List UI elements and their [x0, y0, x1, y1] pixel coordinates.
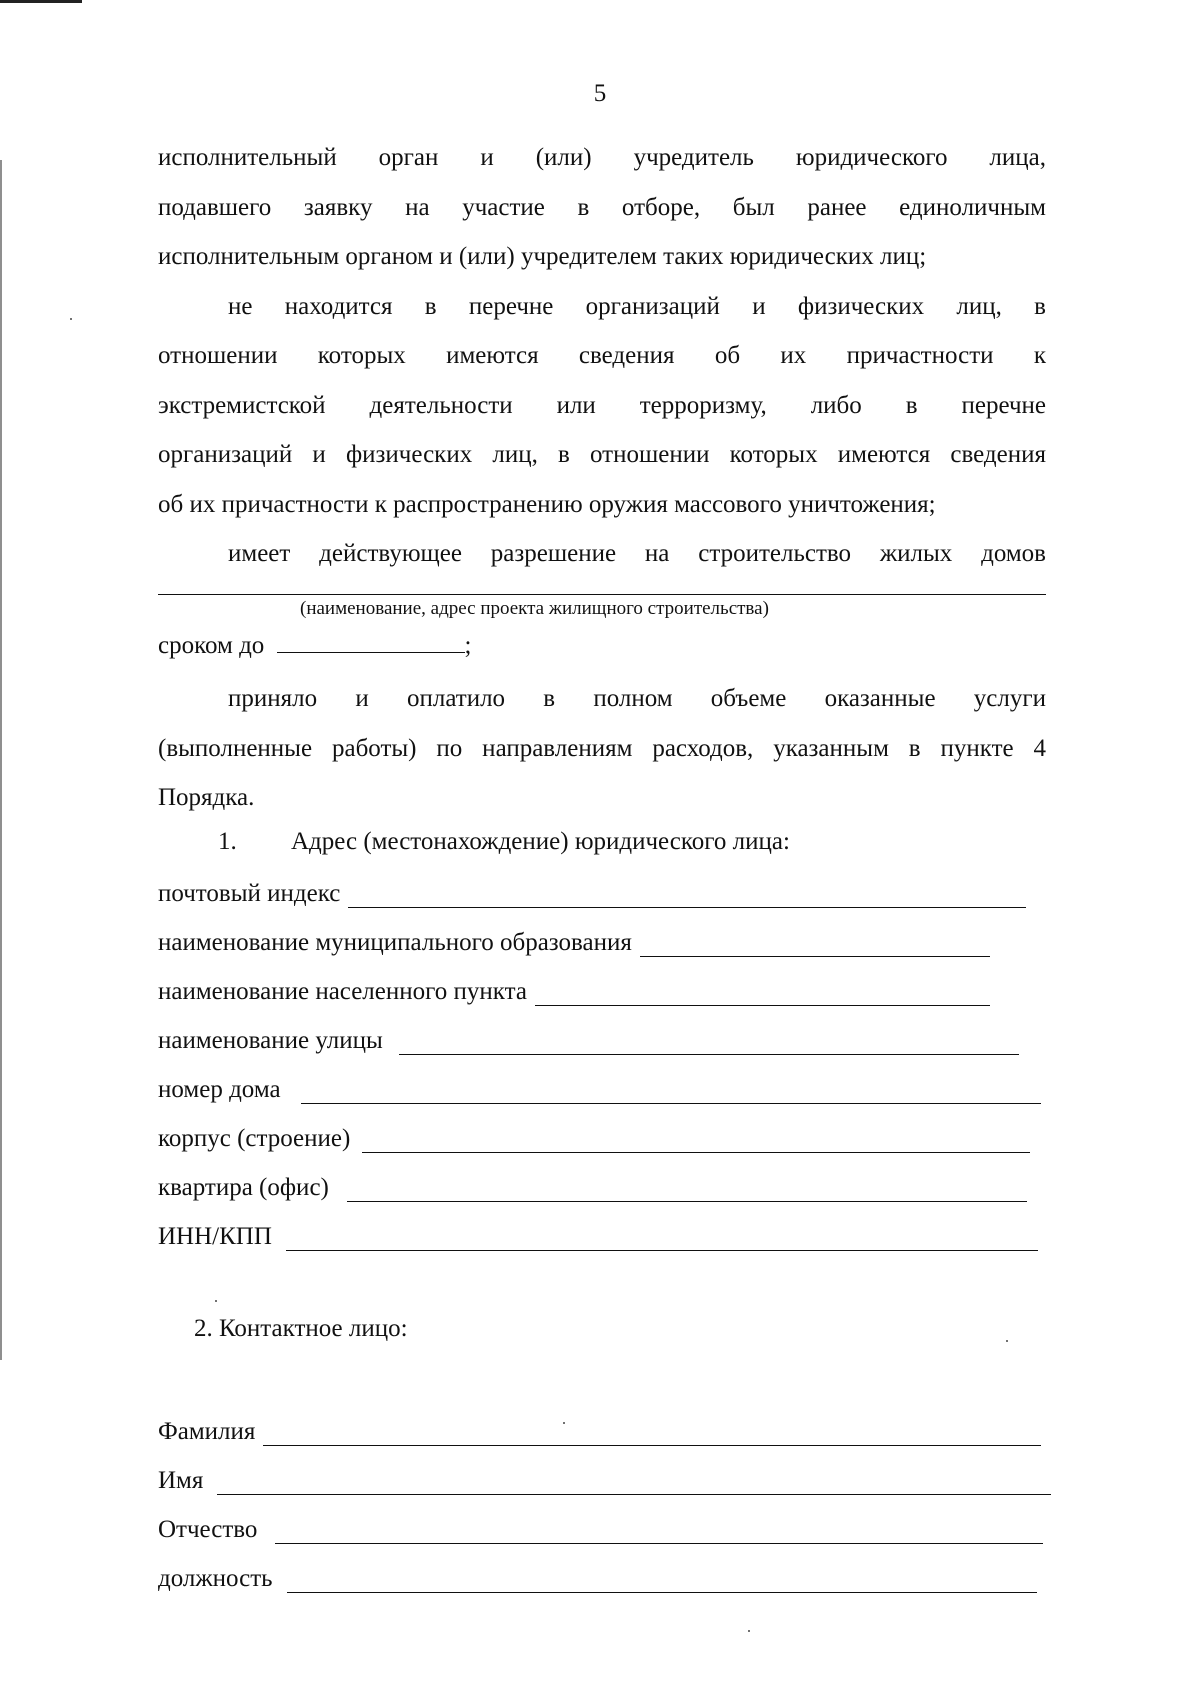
term-blank [277, 632, 465, 653]
paragraph-line: (выполненные работы) по направлениям расходов, указанным в пункте 4 [158, 734, 1046, 762]
paragraph-line: Порядка. [158, 784, 255, 811]
field-label: должность [158, 1565, 273, 1592]
field-label: квартира (офис) [158, 1174, 329, 1201]
field-street[interactable] [158, 1027, 1019, 1055]
scan-speck [1006, 1340, 1008, 1342]
field-blank[interactable] [263, 1421, 1041, 1446]
field-blank[interactable] [286, 1226, 1038, 1251]
section-1-heading [218, 828, 790, 856]
paragraph-line: не находится в перечне организаций и физических лиц, в [228, 292, 1046, 320]
field-blank[interactable] [217, 1470, 1051, 1495]
field-label: Отчество [158, 1516, 258, 1543]
project-name-line [158, 594, 1046, 595]
scan-edge-top [0, 0, 82, 3]
field-building[interactable] [158, 1125, 1030, 1153]
scan-speck [70, 318, 72, 320]
field-label: наименование улицы [158, 1027, 383, 1054]
section-2-heading: 2. Контактное лицо: [194, 1315, 408, 1342]
body-text [158, 133, 1046, 579]
page-number: 5 [593, 80, 607, 107]
field-blank[interactable] [287, 1568, 1037, 1593]
field-label: Фамилия [158, 1418, 256, 1445]
field-locality[interactable] [158, 978, 990, 1006]
field-inn[interactable] [158, 1223, 1038, 1251]
scan-speck [748, 1630, 750, 1632]
scan-speck [563, 1422, 565, 1424]
paragraph-line: организаций и физических лиц, в отношении которых имеются сведения [158, 441, 1046, 468]
field-label: Имя [158, 1467, 204, 1494]
paragraph-line: экстремистской деятельности или терроризму, либо в перечне [158, 391, 1046, 419]
field-surname[interactable] [158, 1418, 1041, 1446]
paragraph-line: приняло и оплатило в полном объеме оказанные услуги [228, 685, 1046, 712]
field-blank[interactable] [535, 981, 990, 1006]
paragraph-line: подавшего заявку на участие в отборе, был ранее единоличным [158, 193, 1046, 221]
field-label: наименование муниципального образования [158, 929, 632, 956]
term-line [158, 632, 472, 660]
scan-speck [215, 1300, 217, 1302]
field-blank[interactable] [301, 1079, 1041, 1104]
field-label: наименование населенного пункта [158, 978, 527, 1005]
paragraph-line: об их причастности к распространению оружия массового уничтожения; [158, 490, 936, 518]
field-label: ИНН/КПП [158, 1223, 272, 1250]
paragraph-line: отношении которых имеются сведения об их причастности к [158, 342, 1046, 369]
field-house[interactable] [158, 1076, 1041, 1104]
paragraph-line: имеет действующее разрешение на строительство жилых домов [228, 540, 1046, 567]
field-label: корпус (строение) [158, 1125, 351, 1152]
term-semicolon: ; [464, 632, 472, 659]
field-label: почтовый индекс [158, 880, 341, 907]
field-name[interactable] [158, 1467, 1051, 1495]
field-postal[interactable] [158, 880, 1026, 908]
field-blank[interactable] [275, 1519, 1043, 1544]
field-blank[interactable] [347, 1177, 1027, 1202]
field-blank[interactable] [640, 932, 990, 957]
field-blank[interactable] [362, 1128, 1030, 1153]
scan-edge-left [0, 160, 2, 1360]
field-blank[interactable] [399, 1030, 1019, 1055]
project-caption: (наименование, адрес проекта жилищного строительства) [300, 598, 769, 619]
paragraph-line: исполнительный орган и (или) учредитель юридического лица, [158, 144, 1046, 171]
field-position[interactable] [158, 1565, 1037, 1593]
section-1-title: Адрес (местонахождение) юридического лица: [291, 828, 790, 855]
body-text-2 [158, 674, 1046, 823]
field-municipality[interactable] [158, 929, 990, 957]
paragraph-line: исполнительным органом и (или) учредителем таких юридических лиц; [158, 243, 927, 270]
field-apartment[interactable] [158, 1174, 1027, 1202]
field-blank[interactable] [348, 883, 1026, 908]
field-label: номер дома [158, 1076, 281, 1103]
term-label: сроком до [158, 632, 265, 659]
field-patronymic[interactable] [158, 1516, 1043, 1544]
section-1-number: 1. [218, 828, 237, 855]
